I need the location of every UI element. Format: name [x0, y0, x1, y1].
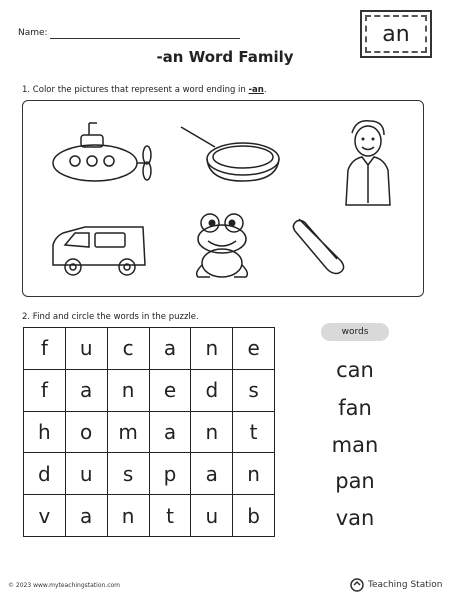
man-icon[interactable]	[338, 115, 398, 215]
grid-cell[interactable]: n	[191, 328, 233, 370]
grid-cell[interactable]: a	[65, 369, 107, 411]
word-van: van	[335, 506, 375, 530]
grid-cell[interactable]: m	[107, 411, 149, 453]
van-icon[interactable]	[45, 219, 155, 279]
word-pan: pan	[335, 469, 375, 493]
pictures-box	[22, 100, 424, 297]
teaching-station-logo-icon	[350, 578, 364, 592]
title-suffix: -an	[156, 48, 184, 66]
grid-cell[interactable]: f	[24, 328, 66, 370]
frying-pan-icon[interactable]	[173, 119, 283, 189]
grid-cell[interactable]: p	[149, 453, 191, 495]
paperclip-icon[interactable]	[285, 209, 355, 279]
grid-cell[interactable]: b	[233, 495, 275, 537]
grid-cell[interactable]: e	[233, 328, 275, 370]
grid-row	[24, 369, 275, 411]
submarine-icon[interactable]	[45, 119, 155, 189]
grid-cell[interactable]: v	[24, 495, 66, 537]
grid-cell[interactable]: s	[107, 453, 149, 495]
grid-cell[interactable]: a	[149, 328, 191, 370]
frog-icon[interactable]	[188, 209, 258, 281]
brand	[350, 578, 442, 592]
instruction-2: 2. Find and circle the words in the puzzle.	[22, 312, 199, 322]
word-man: man	[331, 433, 379, 457]
title-rest: Word Family	[183, 48, 294, 66]
grid-row	[24, 495, 275, 537]
grid-cell[interactable]: n	[233, 453, 275, 495]
word-family-badge	[360, 10, 432, 58]
grid-row	[24, 453, 275, 495]
grid-row	[24, 411, 275, 453]
grid-row	[24, 328, 275, 370]
instruction-1	[22, 85, 267, 95]
grid-cell[interactable]: o	[65, 411, 107, 453]
brand-name: Teaching Station	[368, 580, 443, 590]
grid-cell[interactable]: d	[24, 453, 66, 495]
grid-cell[interactable]: h	[24, 411, 66, 453]
instruction-1-suffix: -an	[248, 85, 264, 95]
grid-cell[interactable]: u	[191, 495, 233, 537]
grid-cell[interactable]: a	[65, 495, 107, 537]
grid-cell[interactable]: t	[233, 411, 275, 453]
grid-cell[interactable]: n	[191, 411, 233, 453]
word-can: can	[336, 358, 374, 382]
words-label: words	[321, 323, 389, 341]
grid-cell[interactable]: u	[65, 328, 107, 370]
grid-cell[interactable]: c	[107, 328, 149, 370]
grid-cell[interactable]: t	[149, 495, 191, 537]
word-fan: fan	[338, 396, 372, 420]
name-label: Name:	[18, 28, 48, 38]
grid-cell[interactable]: n	[107, 369, 149, 411]
grid-cell[interactable]: a	[149, 411, 191, 453]
instruction-1-text: 1. Color the pictures that represent a word ending in	[22, 85, 249, 95]
badge-text: an	[382, 21, 410, 47]
grid-cell[interactable]: f	[24, 369, 66, 411]
word-search-grid	[23, 327, 275, 537]
grid-cell[interactable]: n	[107, 495, 149, 537]
instruction-1-end: .	[263, 85, 267, 95]
name-line[interactable]	[50, 38, 240, 39]
grid-cell[interactable]: u	[65, 453, 107, 495]
grid-cell[interactable]: s	[233, 369, 275, 411]
copyright: © 2023 www.myteachingstation.com	[8, 582, 121, 589]
grid-cell[interactable]: d	[191, 369, 233, 411]
grid-cell[interactable]: a	[191, 453, 233, 495]
grid-cell[interactable]: e	[149, 369, 191, 411]
